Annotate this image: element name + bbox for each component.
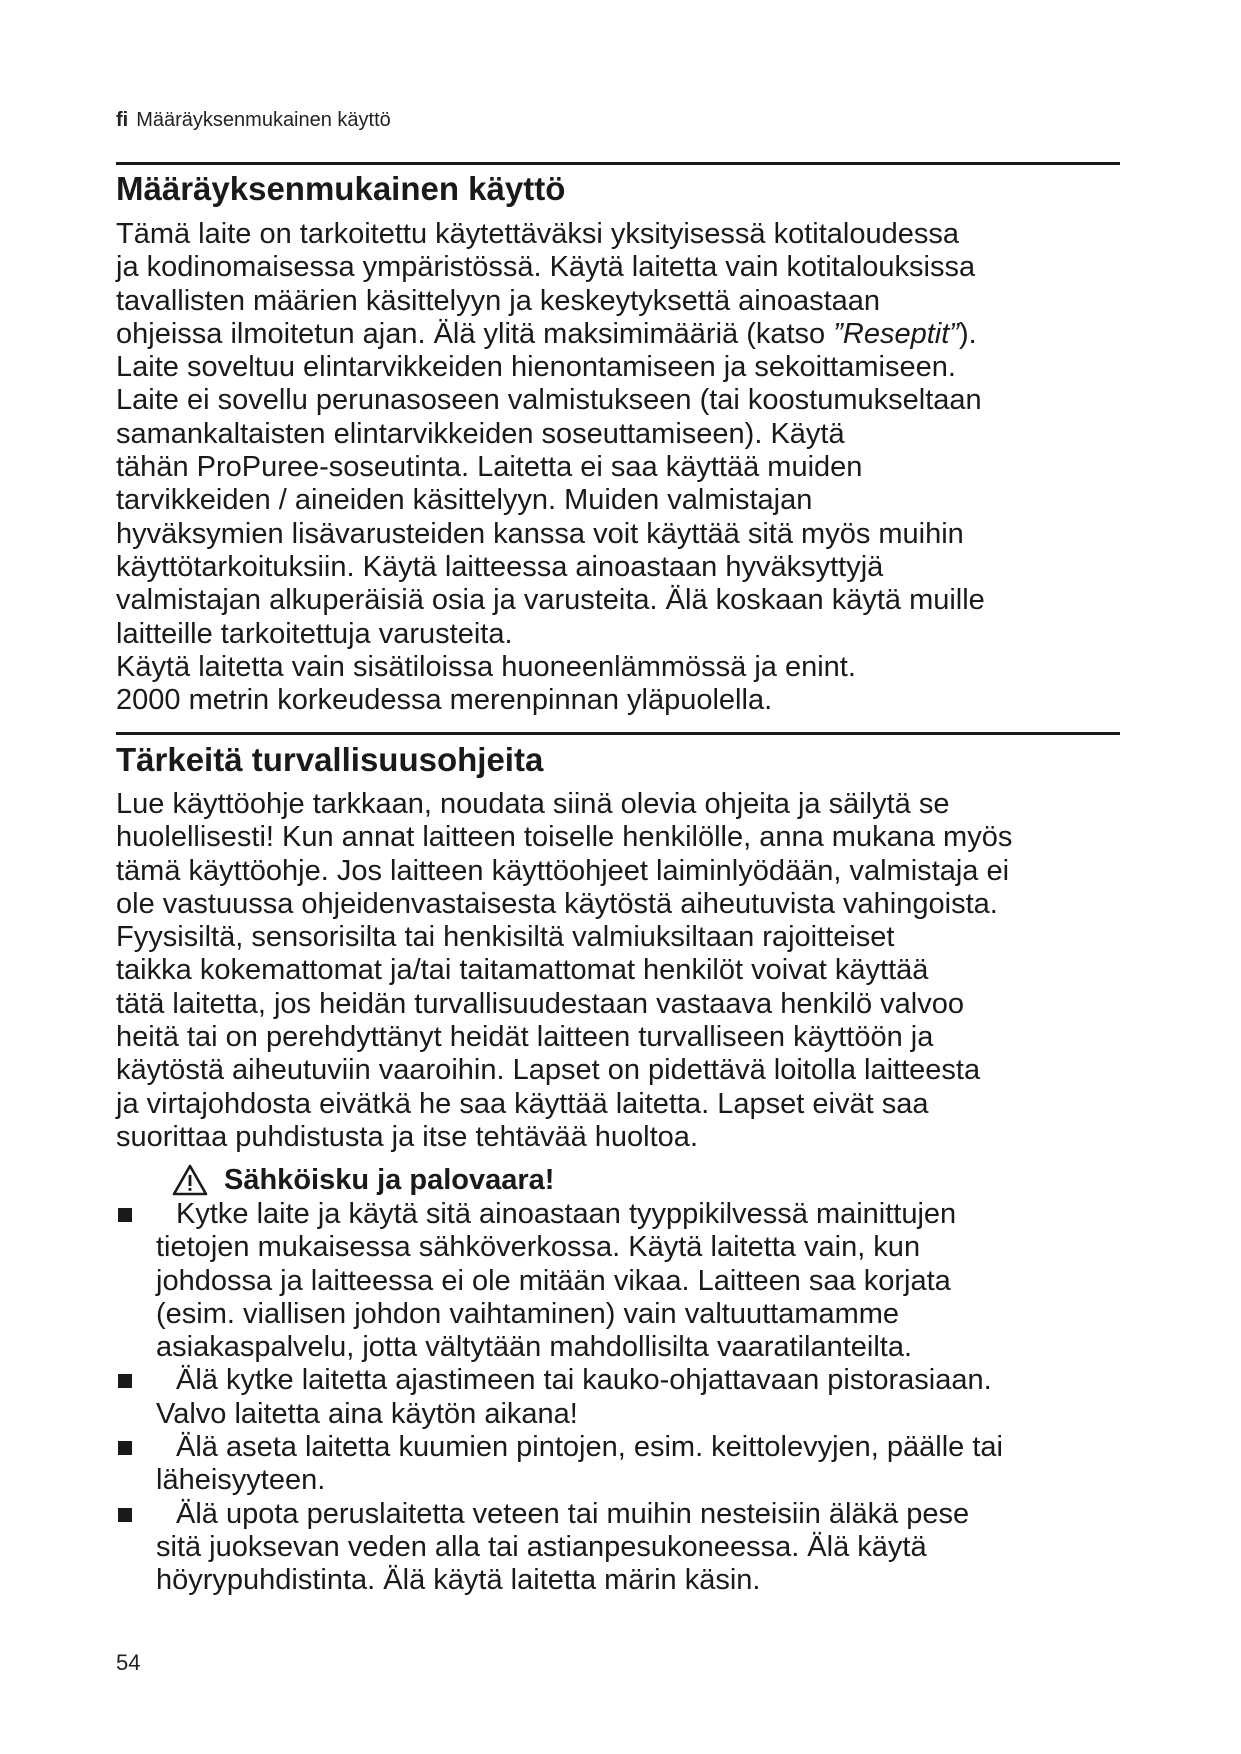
bullet-line: höyrypuhdistinta. Älä käytä laitetta märin käsin. (156, 1564, 761, 1597)
list-item (116, 1364, 1136, 1431)
bullet-line: Kytke laite ja käytä sitä ainoastaan tyyppikilvessä mainittujen (176, 1198, 957, 1230)
paragraph-line: tähän ProPuree-soseutinta. Laitetta ei saa käyttää muiden (116, 451, 863, 484)
bullet-square-icon (118, 1208, 132, 1222)
bullet-line: asiakaspalvelu, jotta vältytään mahdollisilta vaaratilanteilta. (156, 1331, 913, 1364)
list-item (116, 1198, 1136, 1364)
section-title-safety: Tärkeitä turvallisuusohjeita (116, 741, 544, 778)
bullet-line: (esim. viallisen johdon vaihtaminen) vain valtuuttamamme (156, 1297, 900, 1330)
running-header (116, 108, 391, 132)
bullet-line: läheisyyteen. (156, 1464, 326, 1497)
list-item (116, 1498, 1136, 1598)
paragraph-line: Tämä laite on tarkoitettu käytettäväksi yksityisessä kotitaloudessa (116, 218, 959, 250)
paragraph-line: tämä käyttöohje. Jos laitteen käyttöohjeet laiminlyödään, valmistaja ei (116, 854, 1010, 887)
bullet-line: johdossa ja laitteessa ei ole mitään vikaa. Laitteen saa korjata (156, 1264, 951, 1297)
bullet-line: Älä aseta laitetta kuumien pintojen, esim. keittolevyjen, päälle tai (176, 1431, 1003, 1464)
paragraph-line: käytöstä aiheutuviin vaaroihin. Lapset on pidettävä loitolla laitteesta (116, 1054, 981, 1087)
paragraph-line: laitteille tarkoitettuja varusteita. (116, 617, 513, 650)
paragraph-line: Lue käyttöohje tarkkaan, noudata siinä olevia ohjeita ja säilytä se (116, 788, 950, 820)
section-divider (116, 732, 1120, 735)
bullet-square-icon (118, 1374, 132, 1388)
section-divider (116, 162, 1120, 165)
bullet-line: tietojen mukaisessa sähköverkossa. Käytä laitetta vain, kun (156, 1231, 921, 1264)
bullet-line: Älä kytke laitetta ajastimeen tai kauko-ohjattavaan pistorasiaan. (176, 1364, 992, 1397)
safety-paragraph (116, 788, 1126, 1154)
section-title-intended-use: Määräyksenmukainen käyttö (116, 170, 566, 207)
electric-shock-warning (172, 1162, 554, 1198)
paragraph-line: taikka kokemattomat ja/tai taitamattomat henkilöt voivat käyttää (116, 954, 929, 987)
paragraph-line: tätä laitetta, jos heidän turvallisuudestaan vastaava henkilö valvoo (116, 987, 964, 1020)
paragraph-line: Laite ei sovellu perunasoseen valmistukseen (tai koostumukseltaan (116, 384, 982, 417)
intended-use-paragraph (116, 218, 1126, 717)
bullet-line: sitä juoksevan veden alla tai astianpesukoneessa. Älä käytä (156, 1530, 927, 1563)
paragraph-line-text: ohjeissa ilmoitetun ajan. Älä ylitä maksimimääriä (katso (116, 317, 834, 350)
safety-bullet-list (116, 1198, 1136, 1598)
warning-title: Sähköisku ja palovaara! (224, 1164, 555, 1196)
paragraph-line: Laite soveltuu elintarvikkeiden hienontamiseen ja sekoittamiseen. (116, 351, 956, 384)
paragraph-line: hyväksymien lisävarusteiden kanssa voit käyttää sitä myös muihin (116, 517, 964, 550)
paragraph-line: 2000 metrin korkeudessa merenpinnan yläpuolella. (116, 684, 773, 717)
paragraph-line: Fyysisiltä, sensorisilta tai henkisiltä valmiuksiltaan rajoitteiset (116, 921, 895, 954)
paragraph-line: ja virtajohdosta eivätkä he saa käyttää laitetta. Lapset eivät saa (116, 1087, 929, 1120)
paragraph-line: Käytä laitetta vain sisätiloissa huoneenlämmössä ja enint. (116, 650, 856, 683)
paragraph-line-text: ). (958, 317, 977, 350)
language-code: fi (116, 109, 129, 131)
bullet-square-icon (118, 1508, 132, 1522)
recipes-reference: ”Reseptit” (833, 317, 959, 350)
bullet-line: Valvo laitetta aina käytön aikana! (156, 1397, 578, 1430)
paragraph-line: ja kodinomaisessa ympäristössä. Käytä laitetta vain kotitalouksissa (116, 251, 976, 284)
running-header-title: Määräyksenmukainen käyttö (136, 109, 391, 131)
bullet-square-icon (118, 1441, 132, 1455)
paragraph-line: huolellisesti! Kun annat laitteen toiselle henkilölle, anna mukana myös (116, 821, 1013, 854)
paragraph-line: valmistajan alkuperäisiä osia ja varusteita. Älä koskaan käytä muille (116, 584, 985, 617)
paragraph-line: tavallisten määrien käsittelyyn ja keskeytyksettä ainoastaan (116, 284, 881, 317)
paragraph-line: tarvikkeiden / aineiden käsittelyyn. Muiden valmistajan (116, 484, 813, 517)
bullet-line: Älä upota peruslaitetta veteen tai muihin nesteisiin äläkä pese (176, 1497, 970, 1530)
paragraph-line: suorittaa puhdistusta ja itse tehtävää huoltoa. (116, 1120, 698, 1153)
page-number: 54 (116, 1650, 141, 1675)
paragraph-line: ole vastuussa ohjeidenvastaisesta käytöstä aiheutuvista vahingoista. (116, 887, 998, 920)
paragraph-line: samankaltaisten elintarvikkeiden soseuttamiseen). Käytä (116, 417, 845, 450)
paragraph-line: heitä tai on perehdyttänyt heidät laitteen turvalliseen käyttöön ja (116, 1021, 934, 1054)
warning-triangle-icon (172, 1164, 208, 1196)
paragraph-line: käyttötarkoituksiin. Käytä laitteessa ainoastaan hyväksyttyjä (116, 550, 884, 583)
list-item (116, 1431, 1136, 1498)
paragraph-line (116, 318, 1126, 351)
